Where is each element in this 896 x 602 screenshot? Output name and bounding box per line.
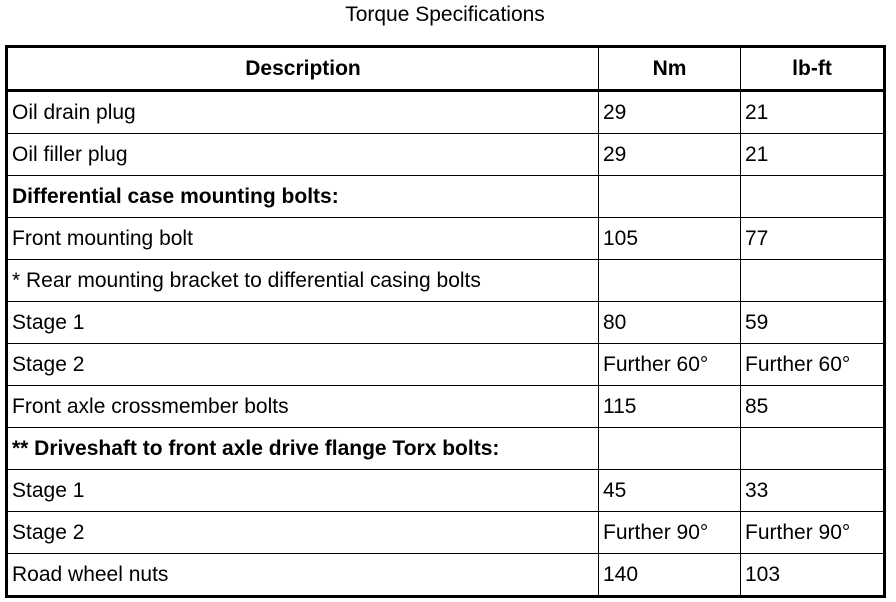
cell-lbft: 21 bbox=[741, 91, 885, 134]
table-header-row bbox=[7, 47, 885, 91]
cell-description: Front axle crossmember bolts bbox=[7, 386, 599, 428]
table-row bbox=[7, 302, 885, 344]
cell-nm: Further 60° bbox=[599, 344, 741, 386]
table-row bbox=[7, 176, 885, 218]
cell-nm: 29 bbox=[599, 134, 741, 176]
cell-description: ** Driveshaft to front axle drive flange Torx bolts: bbox=[7, 428, 599, 470]
cell-description: Stage 1 bbox=[7, 470, 599, 512]
cell-lbft: Further 60° bbox=[741, 344, 885, 386]
cell-lbft: Further 90° bbox=[741, 512, 885, 554]
cell-nm bbox=[599, 176, 741, 218]
table-row bbox=[7, 91, 885, 134]
cell-lbft: 21 bbox=[741, 134, 885, 176]
table-row bbox=[7, 512, 885, 554]
column-header-description: Description bbox=[7, 47, 599, 91]
cell-description: Front mounting bolt bbox=[7, 218, 599, 260]
torque-spec-table bbox=[5, 45, 886, 598]
cell-description: Differential case mounting bolts: bbox=[7, 176, 599, 218]
cell-lbft: 85 bbox=[741, 386, 885, 428]
cell-lbft bbox=[741, 260, 885, 302]
cell-lbft: 59 bbox=[741, 302, 885, 344]
cell-nm: 80 bbox=[599, 302, 741, 344]
cell-description: Stage 2 bbox=[7, 344, 599, 386]
page-title: Torque Specifications bbox=[345, 3, 545, 26]
cell-lbft: 77 bbox=[741, 218, 885, 260]
cell-description: Road wheel nuts bbox=[7, 554, 599, 597]
cell-nm bbox=[599, 260, 741, 302]
cell-lbft bbox=[741, 176, 885, 218]
table-row bbox=[7, 344, 885, 386]
table-row bbox=[7, 218, 885, 260]
table-row bbox=[7, 386, 885, 428]
cell-nm: 105 bbox=[599, 218, 741, 260]
cell-lbft: 103 bbox=[741, 554, 885, 597]
cell-lbft: 33 bbox=[741, 470, 885, 512]
cell-nm: 45 bbox=[599, 470, 741, 512]
table-row bbox=[7, 554, 885, 597]
cell-nm: 115 bbox=[599, 386, 741, 428]
cell-nm: 29 bbox=[599, 91, 741, 134]
cell-description: Stage 2 bbox=[7, 512, 599, 554]
cell-lbft bbox=[741, 428, 885, 470]
column-header-nm: Nm bbox=[599, 47, 741, 91]
cell-description: Stage 1 bbox=[7, 302, 599, 344]
cell-nm bbox=[599, 428, 741, 470]
table-row bbox=[7, 260, 885, 302]
cell-nm: 140 bbox=[599, 554, 741, 597]
column-header-lbft: lb-ft bbox=[741, 47, 885, 91]
cell-description: * Rear mounting bracket to differential casing bolts bbox=[7, 260, 599, 302]
cell-nm: Further 90° bbox=[599, 512, 741, 554]
table-row bbox=[7, 470, 885, 512]
cell-description: Oil filler plug bbox=[7, 134, 599, 176]
table-row bbox=[7, 428, 885, 470]
cell-description: Oil drain plug bbox=[7, 91, 599, 134]
table-row bbox=[7, 134, 885, 176]
